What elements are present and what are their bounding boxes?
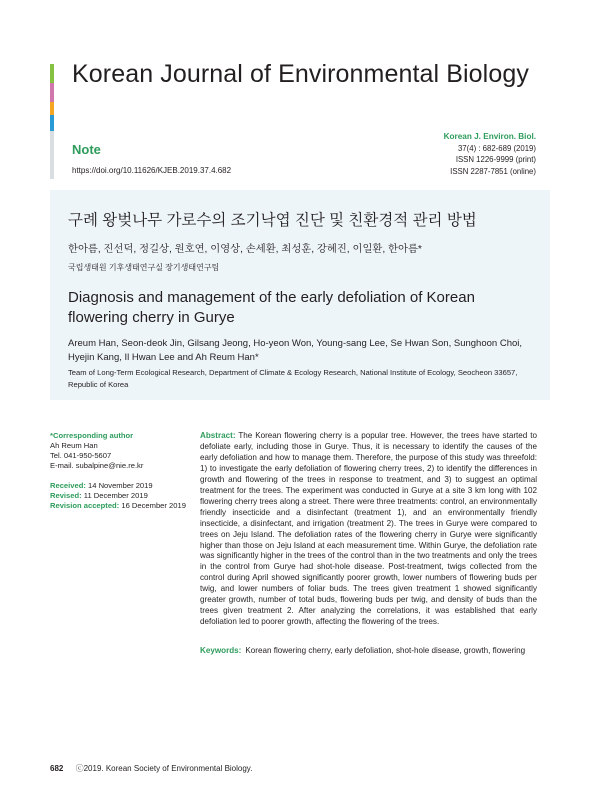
corresponding-name: Ah Reum Han	[50, 441, 98, 450]
revised-line	[50, 491, 190, 501]
page-footer	[50, 763, 252, 774]
authors-english: Areum Han, Seon-deok Jin, Gilsang Jeong, Ho-yeon Won, Young-sang Lee, Se Hwan Son, Sunghoon Choi, Hyejin Kang, Il Hwan Lee and Ah Reum Han*	[68, 338, 523, 363]
article-type: Note	[72, 142, 101, 157]
color-stripe-pink	[50, 83, 54, 102]
received-label: Received:	[50, 481, 86, 490]
journal-title: Korean Journal of Environmental Biology	[72, 60, 529, 88]
accepted-date: 16 December 2019	[121, 501, 186, 510]
corresponding-label: *Corresponding author	[50, 431, 134, 440]
accepted-line	[50, 501, 190, 511]
revised-label: Revised:	[50, 491, 82, 500]
journal-abbreviation: Korean J. Environ. Biol.	[443, 132, 536, 141]
accepted-label: Revision accepted:	[50, 501, 120, 510]
abstract-label: Abstract:	[200, 431, 236, 440]
page-number: 682	[50, 764, 64, 773]
abstract	[200, 431, 537, 628]
corresponding-tel: Tel. 041-950-5607	[50, 451, 112, 460]
color-stripe-grey	[50, 131, 54, 179]
revised-date: 11 December 2019	[83, 491, 148, 500]
received-line	[50, 481, 190, 491]
volume-pages: 37(4) : 682-689 (2019)	[457, 143, 536, 153]
keywords	[200, 645, 537, 656]
authors-korean: 한아름, 진선덕, 정길상, 원호연, 이영상, 손세환, 최성훈, 강혜진, 이일환, 한아름*	[68, 244, 422, 255]
issn-online: ISSN 2287-7851 (online)	[450, 166, 536, 176]
color-stripe-orange	[50, 102, 54, 115]
received-date: 14 November 2019	[88, 481, 153, 490]
keywords-label: Keywords:	[200, 646, 242, 655]
issn-print: ISSN 1226-9999 (print)	[455, 155, 536, 165]
sidebar-info	[50, 431, 190, 511]
article-title-english: Diagnosis and management of the early defoliation of Korean flowering cherry in Gurye	[68, 289, 475, 326]
journal-info	[444, 131, 536, 177]
copyright: ⓒ2019. Korean Society of Environmental Biology.	[75, 764, 253, 773]
keywords-text: Korean flowering cherry, early defoliation, shot-hole disease, growth, flowering	[245, 646, 526, 655]
corresponding-email[interactable]: E-mail. subalpine@nie.re.kr	[50, 461, 144, 470]
affiliation-english: Team of Long-Term Ecological Research, Department of Climate & Ecology Research, National Institute of Ecology, Seocheon 33657, Republic of Korea	[68, 368, 518, 389]
affiliation-korean: 국립생태원 기후생태연구실 장기생태연구팀	[68, 263, 220, 272]
color-stripe-green	[50, 64, 54, 83]
color-stripe-blue	[50, 115, 54, 131]
doi-link[interactable]: https://doi.org/10.11626/KJEB.2019.37.4.682	[72, 166, 232, 175]
abstract-text: The Korean flowering cherry is a popular tree. However, the trees have started to defoliate early, including those in Gurye. Thus, it is necessary to identify the causes of the early defoliation and how to manage them. Therefore, the purpose of this study was threefold: 1) to investigate the early defoliation of flowering cherry trees, 2) to identify the differences in growth and flowering of the trees in response to treatment, and 3) to suggest an optimal treatment for the trees. The experiment was conducted in Gurye at a site 3 km long with 102 flowering cherry trees along a street. There were three treatments: control, an environmentally friendly insecticide and a disinfectant (treatment 1), and an environmentally friendly insecticide, a disinfectant, and irrigation (treatment 2). The trees in Gurye were compared to trees on Jeju Island. The defoliation rates of the flowering cherry in Gurye were significantly higher than those on Jeju Island at each measurement time. Within Gurye, the defoliation rate was significantly higher in the trees of the control than in the two treatments and only the trees in the control from Gurye had shot-hole disease. Post-treatment, twigs collected from the control during April showed significantly poorer growth, lower numbers of flowering buds per twig, and lower numbers of foliar buds. The trees given treatment 1 showed significantly greater growth, number of total buds, flowering buds per twig, and density of buds than the trees given treatment 2. After analyzing the correlations, it was established that early defoliation led to poorer growth, affecting the flowering of the trees.	[200, 431, 537, 627]
article-title-korean: 구례 왕벚나무 가로수의 조기낙엽 진단 및 친환경적 관리 방법	[68, 212, 477, 229]
